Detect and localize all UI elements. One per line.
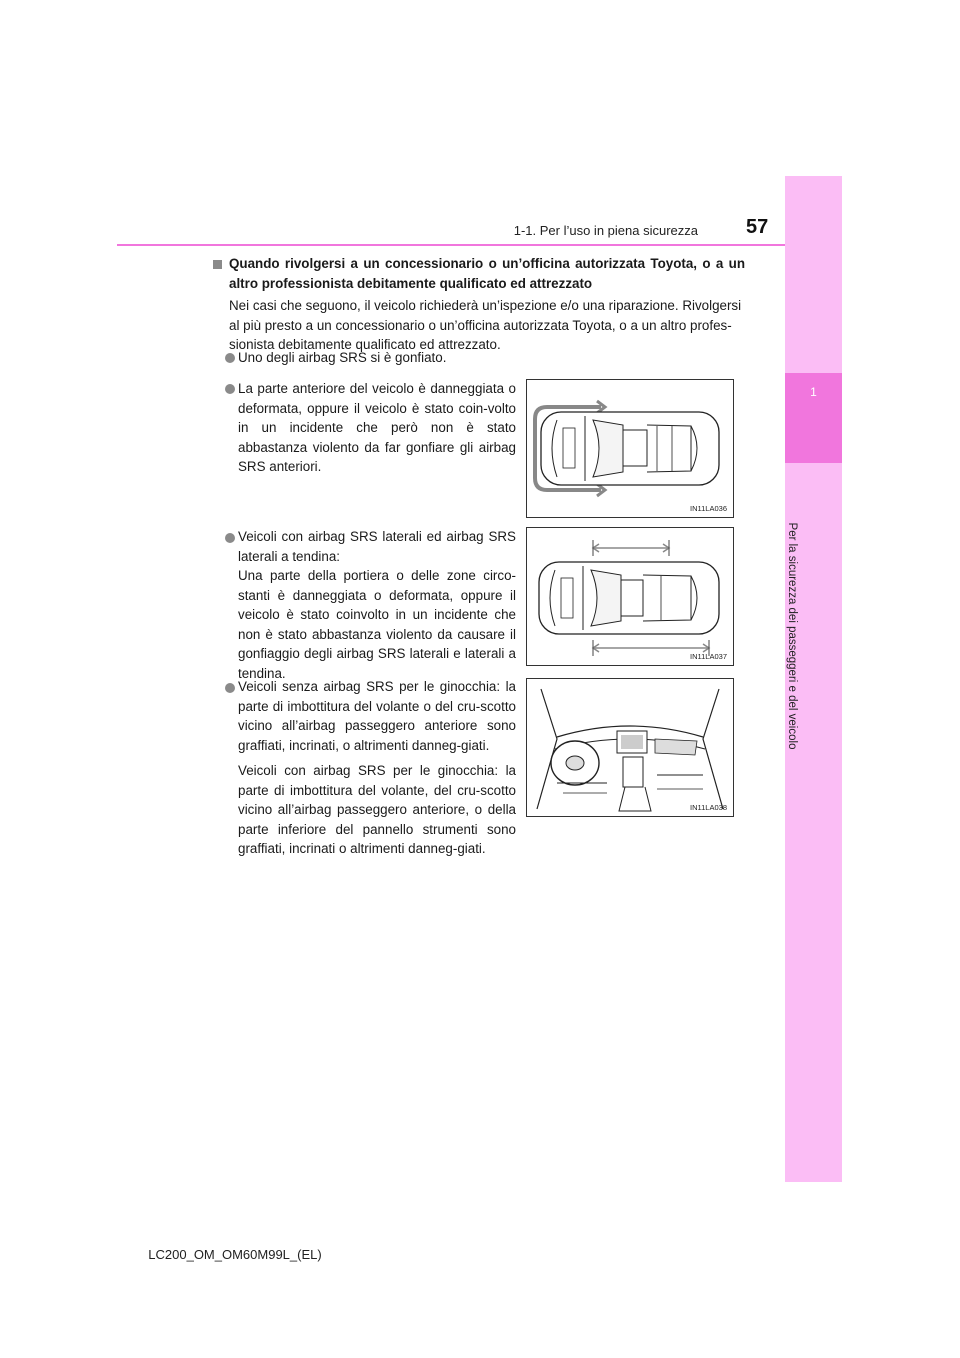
figure-side-damage	[526, 527, 734, 666]
figure-dashboard-damage	[526, 678, 734, 817]
section-intro: Nei casi che seguono, il veicolo richiederà un’ispezione e/o una riparazione. Rivolgersi al più presto a un concessionario o un’officina autorizzata Toyota, o a un altro profes-sionista debitamente qualificato ed attrezzato.	[229, 298, 742, 352]
figure-code: IN11LA037	[690, 652, 727, 661]
bullet-icon	[225, 683, 235, 693]
car-top-view-icon	[527, 528, 733, 665]
figure-code: IN11LA036	[690, 504, 727, 513]
bullet-icon	[225, 384, 235, 394]
bullet-text: La parte anteriore del veicolo è danneggiata o deformata, oppure il veicolo è stato coin-volto in un incidente che però non è stato abbastanza violento da far gonfiare gli airbag SRS anteriori.	[238, 381, 516, 474]
figure-front-damage	[526, 379, 734, 518]
bullet-paragraph: Veicoli senza airbag SRS per le ginocchia: la parte di imbottitura del volante o del cru-scotto vicino all’airbag passeggero anteriore sono graffiati, incrinati, o altrimenti danneg-giati.	[238, 679, 516, 753]
dashboard-icon	[527, 679, 733, 816]
figure-code: IN11LA038	[690, 803, 727, 812]
bullet-text	[238, 527, 516, 683]
car-top-view-icon	[527, 380, 733, 517]
header-rule	[117, 244, 785, 246]
bullet-icon	[225, 533, 235, 543]
section-title: 1-1. Per l’uso in piena sicurezza	[513, 223, 698, 238]
bullet-text	[238, 677, 516, 859]
heading-square-icon	[213, 260, 222, 269]
document-code: LC200_OM_OM60M99L_(EL)	[148, 1247, 322, 1262]
section-heading: Quando rivolgersi a un concessionario o un’officina autorizzata Toyota, o a un altro professionista debitamente qualificato ed attrezzato	[229, 256, 745, 291]
bullet-text: Uno degli airbag SRS si è gonfiato.	[238, 350, 447, 365]
bullet-line: Veicoli con airbag SRS laterali ed airbag SRS laterali a tendina:	[238, 529, 516, 564]
bullet-line: Una parte della portiera o delle zone circo-stanti è danneggiata o deformata, oppure il veicolo è stato coinvolto in un incidente che non è stato abbastanza violento da causare il gonfiaggio degli airbag SRS laterali e laterali a tendina.	[238, 568, 516, 681]
bullet-icon	[225, 353, 235, 363]
chapter-number: 1	[810, 385, 817, 399]
bullet-paragraph: Veicoli con airbag SRS per le ginocchia: la parte di imbottitura del volante, del cru-scotto vicino all’airbag passeggero anteriore, o della parte inferiore del pannello strumenti sono graffiati, incrinati o altrimenti danneg-giati.	[238, 763, 516, 856]
page-number: 57	[746, 216, 769, 238]
